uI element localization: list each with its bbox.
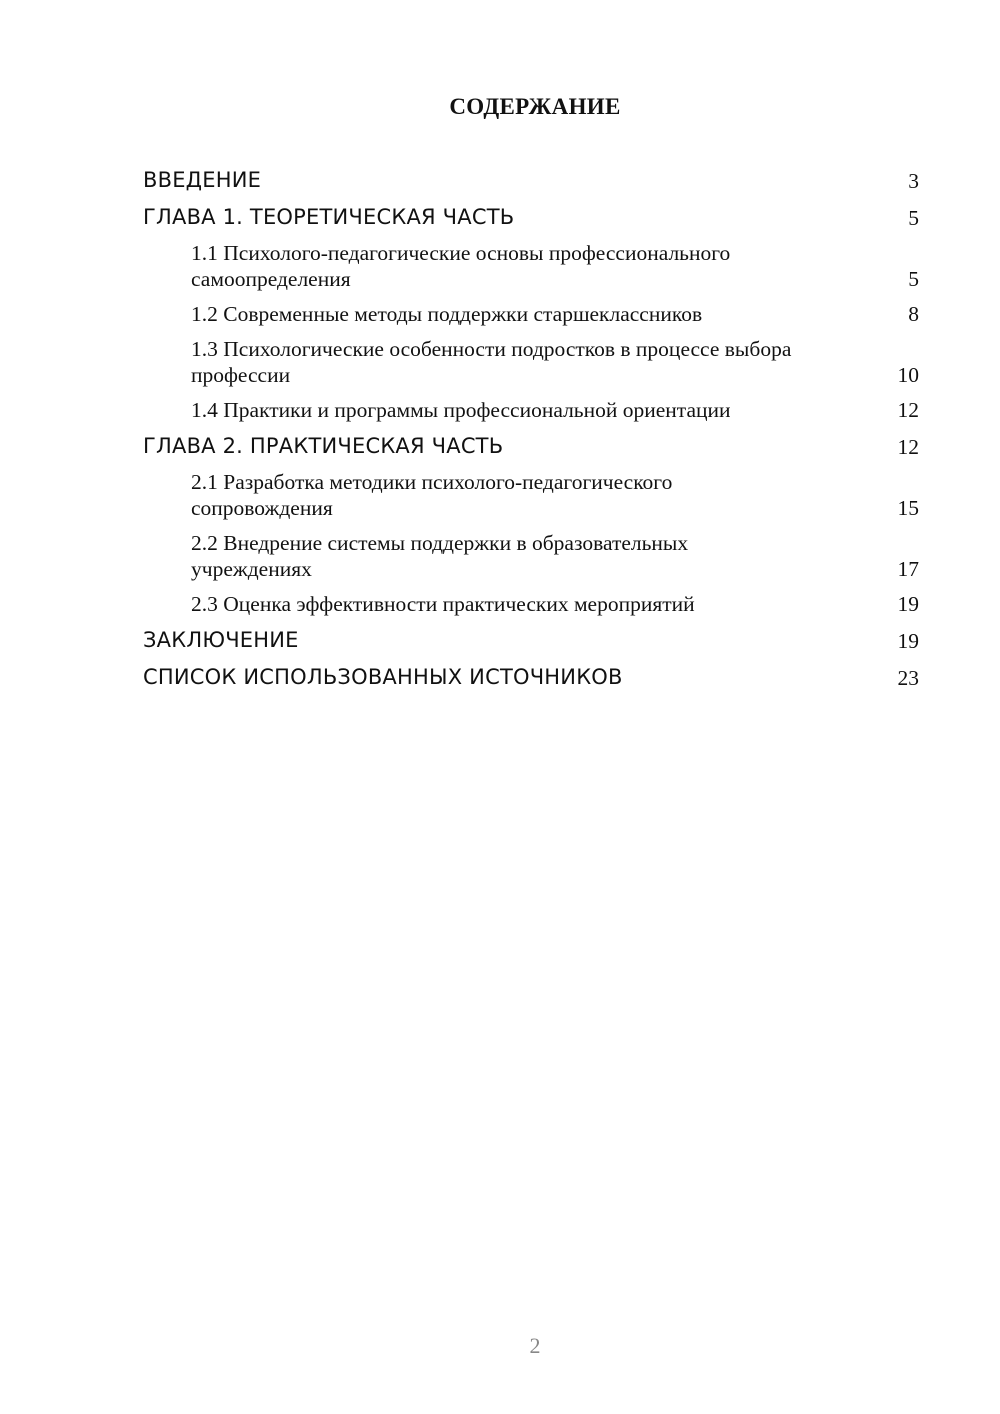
toc-entry-label: 2.3 Оценка эффективности практических мероприятий xyxy=(191,592,695,616)
toc-entry-label: 2.1 Разработка методики психолого-педагогического сопровождения xyxy=(191,470,673,520)
toc-entry-section-2-3[interactable] xyxy=(143,591,919,617)
toc-entry-label: ГЛАВА 2. ПРАКТИЧЕСКАЯ ЧАСТЬ xyxy=(143,434,504,458)
toc-entry-section-2-1[interactable] xyxy=(143,469,919,521)
toc-entry-page: 5 xyxy=(908,206,919,230)
toc-entry-page: 10 xyxy=(897,363,919,387)
toc-entry-page: 19 xyxy=(897,592,919,616)
toc-entry-label: 1.3 Психологические особенности подростков в процессе выбора профессии xyxy=(191,337,792,387)
page-number: 2 xyxy=(529,1333,541,1358)
toc-entry-label: ГЛАВА 1. ТЕОРЕТИЧЕСКАЯ ЧАСТЬ xyxy=(143,205,515,229)
toc-entry-conclusion[interactable] xyxy=(143,626,919,654)
toc-entry-label: 1.4 Практики и программы профессиональной ориентации xyxy=(191,398,731,422)
toc-entry-introduction[interactable] xyxy=(143,166,919,194)
toc-entry-label: 1.1 Психолого-педагогические основы профессионального самоопределения xyxy=(191,241,731,291)
toc-entry-page: 19 xyxy=(897,629,919,653)
toc-entry-label: ЗАКЛЮЧЕНИЕ xyxy=(143,628,299,652)
toc-entry-page: 23 xyxy=(897,666,919,690)
toc-entry-section-1-2[interactable] xyxy=(143,301,919,327)
toc-entry-section-1-1[interactable] xyxy=(143,240,919,292)
toc-entry-page: 12 xyxy=(897,398,919,422)
toc-entry-page: 15 xyxy=(897,496,919,520)
toc-entry-label: 1.2 Современные методы поддержки старшеклассников xyxy=(191,302,703,326)
toc-entry-page: 12 xyxy=(897,435,919,459)
page-title: СОДЕРЖАНИЕ xyxy=(449,94,621,119)
toc-entry-page: 8 xyxy=(908,302,919,326)
table-of-contents xyxy=(143,166,919,700)
toc-entry-section-2-2[interactable] xyxy=(143,530,919,582)
toc-entry-page: 3 xyxy=(908,169,919,193)
toc-entry-section-1-3[interactable] xyxy=(143,336,919,388)
toc-entry-label: ВВЕДЕНИЕ xyxy=(143,168,262,192)
toc-entry-label: СПИСОК ИСПОЛЬЗОВАННЫХ ИСТОЧНИКОВ xyxy=(143,665,623,689)
toc-entry-chapter-2[interactable] xyxy=(143,432,919,460)
toc-entry-chapter-1[interactable] xyxy=(143,203,919,231)
toc-entry-references[interactable] xyxy=(143,663,919,691)
toc-entry-page: 17 xyxy=(897,557,919,581)
toc-entry-section-1-4[interactable] xyxy=(143,397,919,423)
toc-entry-label: 2.2 Внедрение системы поддержки в образовательных учреждениях xyxy=(191,531,689,581)
toc-entry-page: 5 xyxy=(908,267,919,291)
